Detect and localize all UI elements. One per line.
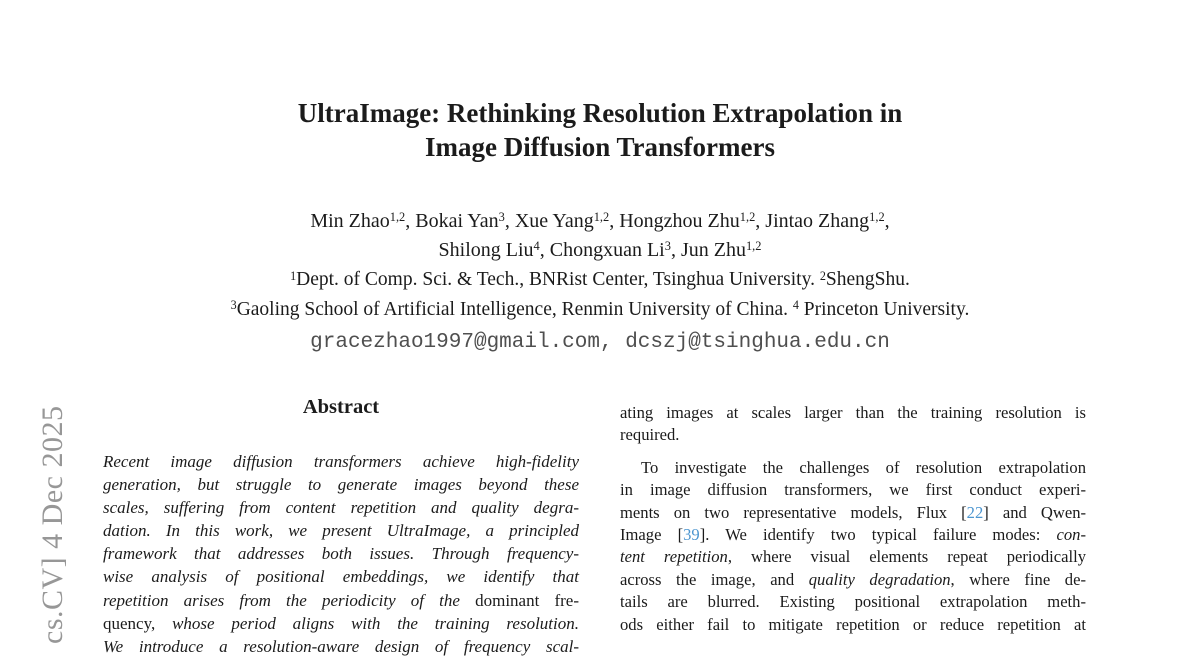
superscript-marker: 1,2	[739, 210, 756, 225]
text-run: Gaoling School of Artificial Intelligence, Renmin University of China.	[236, 298, 793, 320]
text-run: To investigate the challenges of resolution extrapolation	[641, 457, 1086, 477]
text-line	[620, 591, 1086, 613]
text-run: scales, suffering from content repetition and quality degra-	[103, 498, 579, 518]
text-run: Recent image diffusion transformers achieve high-fidelity	[103, 452, 579, 471]
text-run: tent repetition	[620, 547, 728, 567]
text-line	[620, 502, 1086, 524]
author-line-1	[0, 208, 1200, 237]
body-paragraph-1	[620, 402, 1086, 447]
text-line	[103, 496, 579, 519]
superscript-marker: 1	[290, 268, 297, 283]
text-line	[620, 524, 1086, 546]
body-paragraph-2	[620, 457, 1086, 636]
text-run: ments on two representative models, Flux [	[620, 502, 967, 522]
text-run: Min Zhao	[310, 210, 390, 232]
text-line	[620, 402, 1086, 424]
text-line	[103, 565, 579, 588]
text-run: required.	[620, 425, 680, 445]
text-run: Shilong Liu	[438, 239, 534, 261]
abstract-heading: Abstract	[302, 396, 380, 418]
text-run: , Jintao Zhang	[755, 210, 870, 232]
superscript-marker: 3	[664, 239, 671, 254]
text-run: quency,	[103, 613, 173, 633]
text-line	[103, 473, 579, 496]
text-run: dominant fre-	[475, 590, 579, 610]
text-run: Image [	[620, 525, 684, 545]
text-run: ating images at scales larger than the training resolution is	[620, 403, 1086, 422]
text-line	[103, 589, 579, 612]
text-run: in image diffusion transformers, we first conduct experi-	[620, 480, 1086, 500]
paper-title	[0, 96, 1200, 164]
paper-header	[0, 96, 1200, 354]
text-run: , where visual elements repeat periodically	[727, 547, 1086, 567]
text-run: , Chongxuan Li	[539, 239, 665, 261]
text-line	[620, 457, 1086, 479]
text-run: dation. In this work, we present UltraImage, a principled	[103, 521, 579, 541]
author-line-2	[0, 237, 1200, 266]
text-run: tails are blurred. Existing positional extrapolation meth-	[620, 592, 1086, 612]
text-run: repetition arises from the periodicity of the	[103, 590, 476, 610]
text-line	[103, 519, 579, 542]
citation-link[interactable]: 22	[966, 502, 984, 522]
text-run: , Jun Zhu	[670, 239, 746, 261]
text-run: across the image, and	[620, 569, 809, 589]
superscript-marker: 1,2	[389, 210, 406, 225]
superscript-marker: 2	[819, 268, 826, 283]
paper-title-line-1: UltraImage: Rethinking Resolution Extrapolation in	[297, 98, 903, 128]
text-run: Dept. of Comp. Sci. & Tech., BNRist Center, Tsinghua University.	[296, 269, 820, 290]
affiliation-block	[0, 266, 1200, 325]
text-line	[620, 546, 1086, 568]
email-line: gracezhao1997@gmail.com, dcszj@tsinghua.edu.cn	[310, 331, 890, 354]
superscript-marker: 1,2	[593, 210, 610, 225]
text-line	[620, 424, 1086, 446]
text-line	[103, 612, 579, 635]
text-run: , Bokai Yan	[405, 210, 499, 232]
text-run: ]. We identify two typical failure modes:	[699, 525, 1057, 545]
text-run: con-	[1056, 525, 1086, 545]
superscript-marker: 1,2	[869, 210, 885, 225]
superscript-marker: 4	[533, 239, 540, 254]
text-line	[103, 450, 579, 473]
text-run: ods either fail to mitigate repetition or reduce repetition at	[620, 614, 1086, 634]
text-line	[620, 614, 1086, 636]
text-run: framework that addresses both issues. Through frequency-	[103, 544, 579, 564]
text-line	[103, 542, 579, 565]
text-run: quality degradation	[808, 569, 951, 589]
superscript-marker: 1,2	[745, 239, 762, 254]
affiliation-line-2	[0, 296, 1200, 326]
right-column	[620, 402, 1086, 636]
paper-title-line-2: Image Diffusion Transformers	[425, 132, 775, 162]
text-run: whose period aligns with the training resolution.	[172, 613, 579, 633]
text-run: Princeton University.	[798, 298, 970, 320]
abstract-paragraph	[103, 450, 579, 658]
text-run: ShengShu.	[825, 269, 910, 290]
superscript-marker: 3	[230, 298, 237, 313]
arxiv-watermark: cs.CV] 4 Dec 2025	[36, 405, 69, 644]
text-run: We introduce a resolution-aware design of frequency scal-	[103, 636, 579, 656]
text-run: ,	[884, 210, 890, 232]
text-line	[620, 569, 1086, 591]
superscript-marker: 4	[792, 298, 799, 313]
text-run: generation, but struggle to generate images beyond these	[103, 475, 579, 495]
affiliation-line-1	[0, 266, 1200, 296]
text-run: , where fine de-	[950, 569, 1086, 589]
text-run: , Xue Yang	[504, 210, 594, 232]
superscript-marker: 3	[498, 210, 505, 225]
citation-link[interactable]: 39	[683, 525, 700, 545]
left-column	[103, 394, 579, 658]
text-line	[103, 635, 579, 658]
text-run: ] and Qwen-	[983, 502, 1087, 522]
text-run: wise analysis of positional embeddings, we identify that	[103, 567, 579, 587]
author-block	[0, 208, 1200, 266]
text-run: , Hongzhou Zhu	[609, 210, 740, 232]
text-line	[620, 479, 1086, 501]
